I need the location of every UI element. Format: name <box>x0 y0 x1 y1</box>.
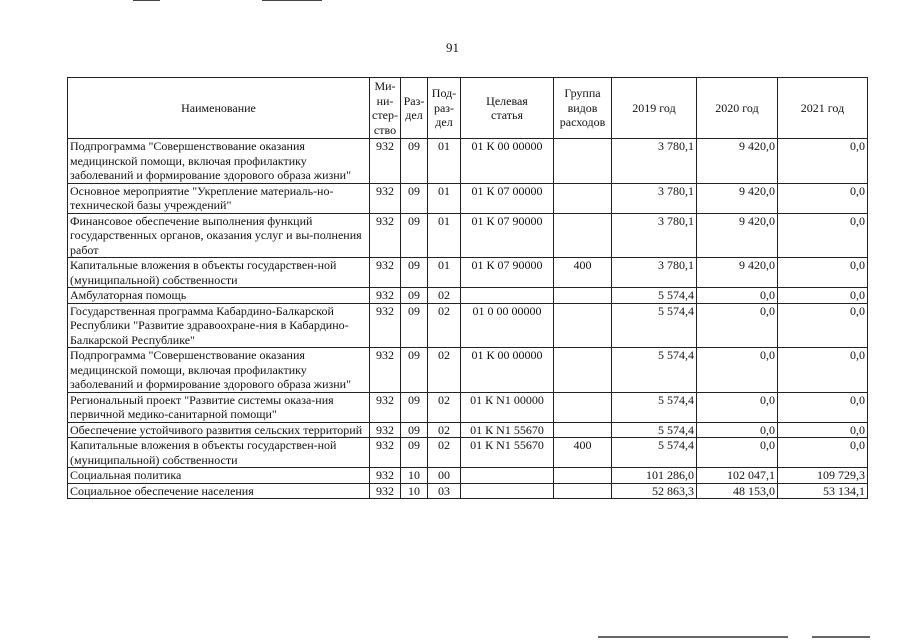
row-2019: 3 780,1 <box>612 139 697 184</box>
row-ministry: 932 <box>370 258 401 288</box>
row-target: 01 К N1 55670 <box>461 438 554 468</box>
row-2021: 0,0 <box>778 139 868 184</box>
row-ministry: 932 <box>370 438 401 468</box>
top-rule-right <box>262 0 322 1</box>
row-2019: 5 574,4 <box>612 422 697 438</box>
row-2019: 3 780,1 <box>612 213 697 258</box>
table-row <box>68 183 868 213</box>
header-2019 <box>612 78 697 139</box>
row-group <box>554 288 612 304</box>
row-subsection: 02 <box>428 422 461 438</box>
row-target <box>461 468 554 484</box>
row-ministry: 932 <box>370 303 401 348</box>
header-expense-group <box>554 78 612 139</box>
row-2020: 0,0 <box>697 303 778 348</box>
row-2020: 0,0 <box>697 438 778 468</box>
table-row <box>68 288 868 304</box>
header-expense-group-text: Группа видов расходов <box>559 86 606 130</box>
row-subsection: 01 <box>428 183 461 213</box>
row-subsection: 01 <box>428 139 461 184</box>
header-section-text: Раз- дел <box>403 93 425 122</box>
table-row <box>68 213 868 258</box>
header-subsection-text: Под- раз- дел <box>431 86 457 130</box>
row-2021: 53 134,1 <box>778 483 868 499</box>
row-ministry: 932 <box>370 288 401 304</box>
row-ministry: 932 <box>370 183 401 213</box>
header-name-text: Наименование <box>181 100 256 115</box>
header-section <box>401 78 428 139</box>
row-section: 09 <box>401 288 428 304</box>
row-ministry: 932 <box>370 392 401 422</box>
row-group <box>554 213 612 258</box>
header-subsection <box>428 78 461 139</box>
row-section: 09 <box>401 183 428 213</box>
row-2020: 9 420,0 <box>697 183 778 213</box>
row-2021: 0,0 <box>778 183 868 213</box>
row-2019: 52 863,3 <box>612 483 697 499</box>
row-2021: 0,0 <box>778 348 868 393</box>
header-2019-text: 2019 год <box>632 100 676 115</box>
row-group <box>554 422 612 438</box>
row-2020: 9 420,0 <box>697 213 778 258</box>
header-target <box>461 78 554 139</box>
row-2020: 0,0 <box>697 392 778 422</box>
table-row <box>68 483 868 499</box>
row-2020: 9 420,0 <box>697 258 778 288</box>
row-2019: 3 780,1 <box>612 183 697 213</box>
row-name: Основное мероприятие "Укрепление материаль-но-технической базы учреждений" <box>68 183 370 213</box>
row-2020: 102 047,1 <box>697 468 778 484</box>
page-number: 91 <box>446 40 459 55</box>
header-2021-text: 2021 год <box>800 100 845 115</box>
table-row <box>68 303 868 348</box>
bottom-rule-left <box>598 636 788 638</box>
row-target: 01 0 00 00000 <box>461 303 554 348</box>
row-2021: 0,0 <box>778 288 868 304</box>
row-2019: 3 780,1 <box>612 258 697 288</box>
row-section: 09 <box>401 139 428 184</box>
row-2021: 0,0 <box>778 392 868 422</box>
table-row <box>68 392 868 422</box>
row-name: Амбулаторная помощь <box>68 288 370 304</box>
row-section: 10 <box>401 468 428 484</box>
header-2020-text: 2020 год <box>715 100 759 115</box>
row-2019: 5 574,4 <box>612 392 697 422</box>
row-target <box>461 483 554 499</box>
row-ministry: 932 <box>370 468 401 484</box>
row-name: Региональный проект "Развитие системы оказа-ния первичной медико-санитарной помощи" <box>68 392 370 422</box>
row-group: 400 <box>554 258 612 288</box>
bottom-rule-right <box>812 636 870 638</box>
row-subsection: 01 <box>428 213 461 258</box>
row-2019: 5 574,4 <box>612 348 697 393</box>
row-target: 01 К 07 90000 <box>461 258 554 288</box>
top-rule-left <box>133 0 160 1</box>
row-ministry: 932 <box>370 213 401 258</box>
row-target: 01 К 07 00000 <box>461 183 554 213</box>
row-target: 01 К N1 55670 <box>461 422 554 438</box>
row-name: Капитальные вложения в объекты государствен-ной (муниципальной) собственности <box>68 438 370 468</box>
row-2021: 0,0 <box>778 438 868 468</box>
row-subsection: 00 <box>428 468 461 484</box>
table-row <box>68 258 868 288</box>
table-row <box>68 438 868 468</box>
row-name: Социальная политика <box>68 468 370 484</box>
row-group <box>554 483 612 499</box>
row-subsection: 02 <box>428 288 461 304</box>
row-section: 10 <box>401 483 428 499</box>
row-subsection: 03 <box>428 483 461 499</box>
row-2021: 0,0 <box>778 422 868 438</box>
row-2020: 0,0 <box>697 348 778 393</box>
row-group <box>554 303 612 348</box>
table-row <box>68 468 868 484</box>
row-subsection: 02 <box>428 303 461 348</box>
row-2019: 5 574,4 <box>612 288 697 304</box>
row-group <box>554 139 612 184</box>
table-row <box>68 139 868 184</box>
row-target: 01 К N1 00000 <box>461 392 554 422</box>
row-2019: 5 574,4 <box>612 303 697 348</box>
row-ministry: 932 <box>370 139 401 184</box>
row-group <box>554 183 612 213</box>
row-subsection: 01 <box>428 258 461 288</box>
header-name <box>68 78 370 139</box>
row-target: 01 К 07 90000 <box>461 213 554 258</box>
row-group <box>554 468 612 484</box>
row-name: Подпрограмма "Совершенствование оказания медицинской помощи, включая профилактику заболеваний и формирование здорового образа жизни" <box>68 139 370 184</box>
header-2020 <box>697 78 778 139</box>
row-2019: 5 574,4 <box>612 438 697 468</box>
row-group <box>554 392 612 422</box>
table-header-row <box>68 78 868 139</box>
row-ministry: 932 <box>370 422 401 438</box>
budget-table <box>67 77 868 499</box>
row-name: Капитальные вложения в объекты государствен-ной (муниципальной) собственности <box>68 258 370 288</box>
row-section: 09 <box>401 213 428 258</box>
table-row <box>68 422 868 438</box>
row-name: Государственная программа Кабардино-Балкарской Республики "Развитие здравоохране-ния в Кабардино-Балкарской Республике" <box>68 303 370 348</box>
row-target: 01 К 00 00000 <box>461 348 554 393</box>
table-row <box>68 348 868 393</box>
row-subsection: 02 <box>428 348 461 393</box>
row-name: Подпрограмма "Совершенствование оказания медицинской помощи, включая профилактику заболеваний и формирование здорового образа жизни" <box>68 348 370 393</box>
header-target-text: Целевая статья <box>486 93 528 122</box>
row-2021: 0,0 <box>778 303 868 348</box>
header-ministry-text: Ми- ни- стер- ство <box>372 79 398 137</box>
row-target: 01 К 00 00000 <box>461 139 554 184</box>
row-2021: 0,0 <box>778 258 868 288</box>
header-ministry <box>370 78 401 139</box>
row-section: 09 <box>401 438 428 468</box>
row-ministry: 932 <box>370 483 401 499</box>
row-target <box>461 288 554 304</box>
row-section: 09 <box>401 392 428 422</box>
row-2021: 109 729,3 <box>778 468 868 484</box>
row-section: 09 <box>401 422 428 438</box>
row-group <box>554 348 612 393</box>
row-name: Обеспечение устойчивого развития сельских территорий <box>68 422 370 438</box>
row-2020: 48 153,0 <box>697 483 778 499</box>
row-name: Социальное обеспечение населения <box>68 483 370 499</box>
row-section: 09 <box>401 258 428 288</box>
row-ministry: 932 <box>370 348 401 393</box>
row-subsection: 02 <box>428 438 461 468</box>
row-subsection: 02 <box>428 392 461 422</box>
row-2019: 101 286,0 <box>612 468 697 484</box>
row-2020: 0,0 <box>697 288 778 304</box>
header-2021 <box>778 78 868 139</box>
row-section: 09 <box>401 348 428 393</box>
row-name: Финансовое обеспечение выполнения функций государственных органов, оказания услуг и вы-полнения работ <box>68 213 370 258</box>
row-2021: 0,0 <box>778 213 868 258</box>
row-2020: 9 420,0 <box>697 139 778 184</box>
row-2020: 0,0 <box>697 422 778 438</box>
row-section: 09 <box>401 303 428 348</box>
row-group: 400 <box>554 438 612 468</box>
